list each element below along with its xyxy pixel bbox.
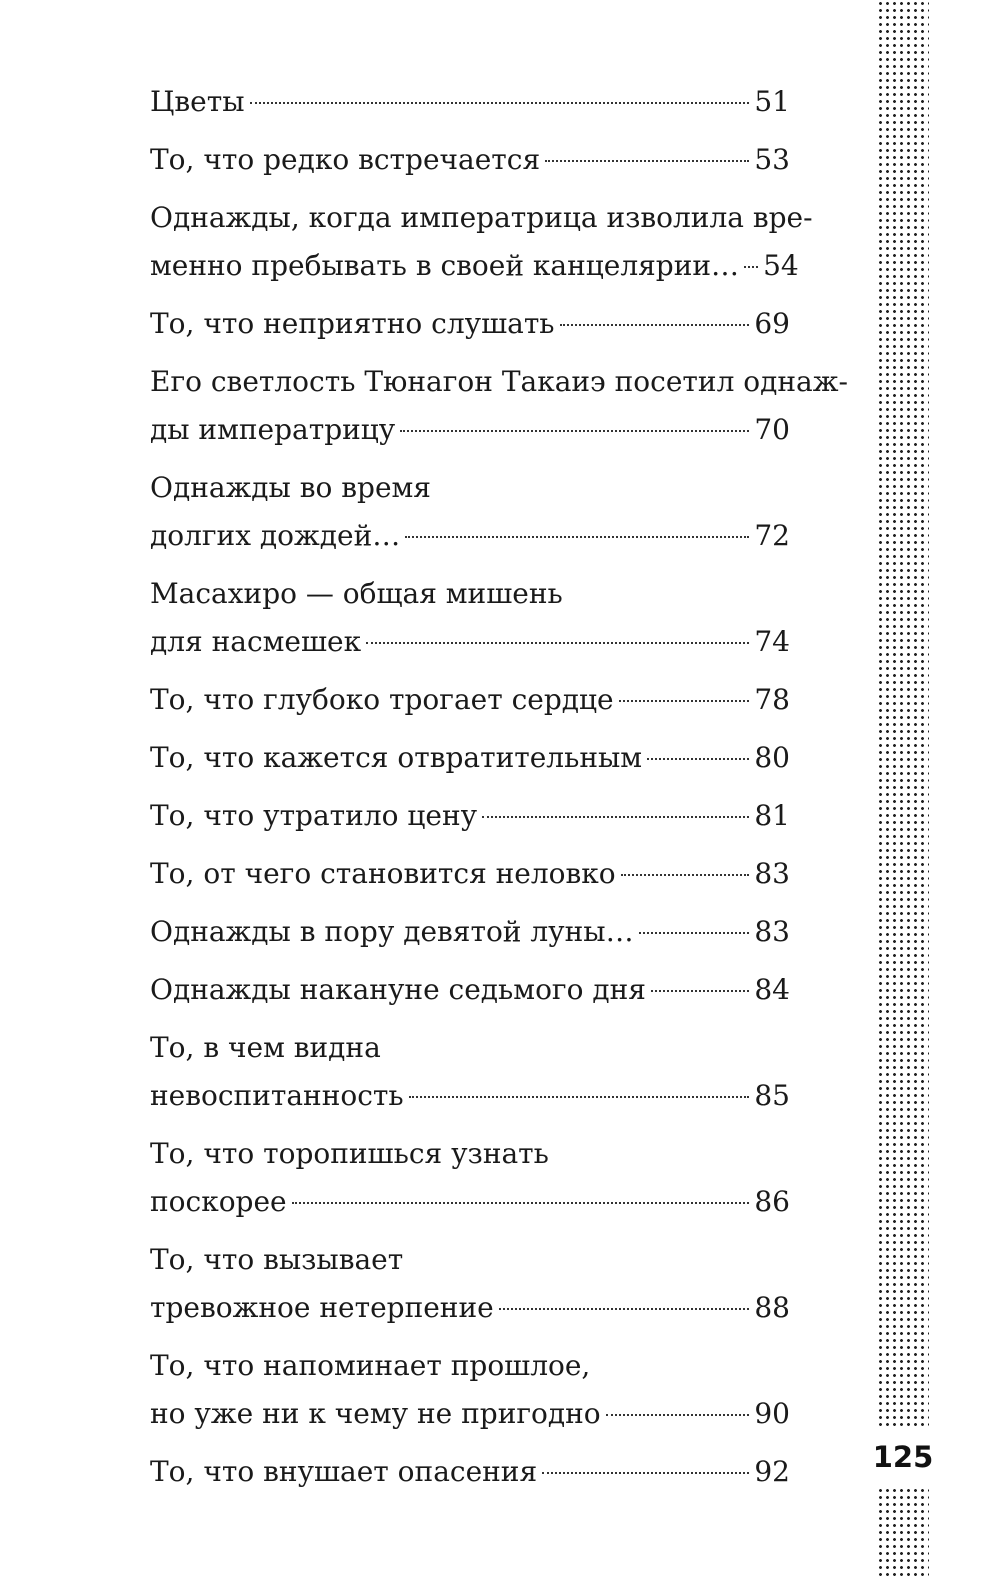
dot-leader	[292, 1202, 750, 1204]
toc-entry-title: То, что утратило цену	[150, 799, 478, 832]
toc-page-number: 84	[754, 973, 790, 1006]
toc-entry	[150, 676, 790, 724]
toc-entry	[150, 194, 813, 290]
toc-entry	[150, 358, 848, 454]
toc-entry-title: То, в чем видна	[150, 1031, 381, 1064]
toc-entry	[150, 908, 790, 956]
dot-leader	[545, 160, 749, 162]
toc-page-number: 92	[754, 1455, 790, 1488]
toc-page-number: 88	[754, 1291, 790, 1324]
toc-entry-title: То, что кажется отвратительным	[150, 741, 643, 774]
toc-page-number: 53	[754, 143, 790, 176]
toc-entry	[150, 464, 790, 560]
toc-entry-title-cont: но уже ни к чему не пригодно	[150, 1397, 601, 1430]
toc-page-number: 83	[754, 915, 790, 948]
toc-entry-title: То, что глубоко трогает сердце	[150, 683, 614, 716]
toc-entry-title: Однажды накануне седьмого дня	[150, 973, 646, 1006]
dot-leader	[639, 932, 750, 934]
toc-page-number: 78	[754, 683, 790, 716]
toc-page-number: 69	[754, 307, 790, 340]
toc-entry-title-cont: тревожное нетерпение	[150, 1291, 494, 1324]
toc-page-number: 81	[754, 799, 790, 832]
dot-leader	[250, 102, 750, 104]
toc-entry-title: Масахиро — общая мишень	[150, 577, 563, 610]
dot-leader	[619, 700, 750, 702]
dot-leader	[647, 758, 749, 760]
toc-entry-title-cont: ды императрицу	[150, 413, 396, 446]
toc-entry-title: То, что неприятно слушать	[150, 307, 555, 340]
toc-entry-title: То, что редко встречается	[150, 143, 541, 176]
toc-entry	[150, 734, 790, 782]
toc-entry	[150, 792, 790, 840]
toc-entry-title-cont: поскорее	[150, 1185, 287, 1218]
dot-leader	[405, 536, 749, 538]
toc-entry	[150, 78, 790, 126]
toc-entry-title: То, что вызывает	[150, 1243, 404, 1276]
toc-entry-title-cont: для насмешек	[150, 625, 362, 658]
toc-page-number: 54	[763, 249, 799, 282]
toc-page-number: 72	[754, 519, 790, 552]
toc-entry-title: То, что торопишься узнать	[150, 1137, 549, 1170]
toc-page-number: 70	[754, 413, 790, 446]
toc-entry	[150, 1448, 790, 1496]
toc-entry	[150, 966, 790, 1014]
dot-leader	[621, 874, 750, 876]
toc-entry-title: То, что напоминает прошлое,	[150, 1349, 591, 1382]
toc-page-number: 74	[754, 625, 790, 658]
dot-leader	[542, 1472, 749, 1474]
toc-page-number: 90	[754, 1397, 790, 1430]
toc-entry	[150, 570, 790, 666]
toc-page-number: 83	[754, 857, 790, 890]
dot-leader	[400, 430, 749, 432]
toc-page-number: 86	[754, 1185, 790, 1218]
table-of-contents	[150, 78, 848, 1506]
toc-entry	[150, 850, 790, 898]
toc-entry	[150, 1024, 790, 1120]
toc-entry-title: Однажды, когда императрица изволила вре-	[150, 201, 813, 234]
toc-page-number: 80	[754, 741, 790, 774]
toc-entry	[150, 136, 790, 184]
dot-leader	[606, 1414, 750, 1416]
toc-entry-title: Однажды в пору девятой луны…	[150, 915, 634, 948]
page-number-folio: 125	[872, 1440, 934, 1474]
toc-entry-title: Однажды во время	[150, 471, 431, 504]
toc-page-number: 85	[754, 1079, 790, 1112]
toc-entry-title: Цветы	[150, 85, 245, 118]
dot-leader	[499, 1308, 750, 1310]
toc-entry	[150, 1130, 790, 1226]
toc-entry	[150, 1342, 790, 1438]
toc-entry	[150, 300, 790, 348]
dot-leader	[482, 816, 749, 818]
toc-entry-title: Его светлость Тюнагон Такаиэ посетил однаж-	[150, 365, 848, 398]
dot-leader	[651, 990, 749, 992]
toc-entry-title-cont: невоспитанность	[150, 1079, 404, 1112]
toc-entry-title-cont: менно пребывать в своей канцелярии…	[150, 249, 740, 282]
toc-entry	[150, 1236, 790, 1332]
toc-entry-title: То, от чего становится неловко	[150, 857, 616, 890]
dot-leader	[409, 1096, 750, 1098]
dot-leader	[560, 324, 750, 326]
dot-leader	[744, 266, 758, 268]
dot-leader	[366, 642, 749, 644]
toc-page-number: 51	[754, 85, 790, 118]
decorative-dot-strip-bottom	[877, 1487, 929, 1579]
toc-entry-title-cont: долгих дождей…	[150, 519, 401, 552]
decorative-dot-strip-top	[877, 0, 929, 1430]
toc-entry-title: То, что внушает опасения	[150, 1455, 538, 1488]
